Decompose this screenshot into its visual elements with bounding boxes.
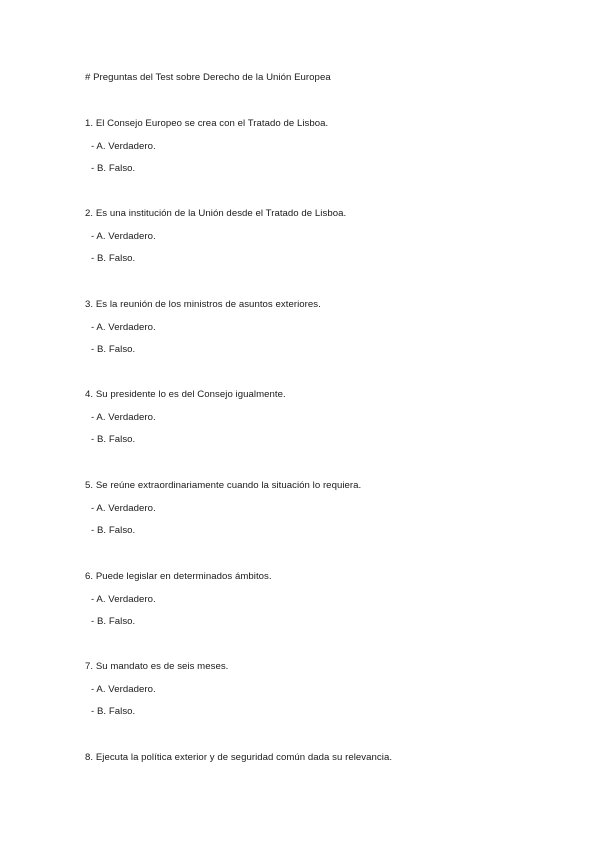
option-b: - B. Falso. (91, 525, 136, 536)
option-b: - B. Falso. (91, 706, 136, 717)
option-a: - A. Verdadero. (91, 140, 156, 152)
document-heading: # Preguntas del Test sobre Derecho de la Unión Europea (85, 72, 331, 83)
question-text: 1. El Consejo Europeo se crea con el Tratado de Lisboa. (85, 118, 329, 129)
question-4 (85, 388, 565, 447)
option-a: - A. Verdadero. (91, 411, 156, 423)
question-5 (85, 479, 565, 538)
question-text: 8. Ejecuta la política exterior y de seguridad común dada su relevancia. (85, 752, 393, 763)
option-b: - B. Falso. (91, 616, 136, 627)
question-2 (85, 207, 565, 266)
option-b: - B. Falso. (91, 344, 136, 355)
question-text: 3. Es la reunión de los ministros de asuntos exteriores. (85, 299, 321, 310)
question-text: 4. Su presidente lo es del Consejo igualmente. (85, 389, 286, 400)
question-8 (85, 751, 565, 765)
option-b: - B. Falso. (91, 163, 136, 174)
option-b: - B. Falso. (91, 434, 136, 445)
question-text: 2. Es una institución de la Unión desde el Tratado de Lisboa. (85, 208, 347, 219)
option-a: - A. Verdadero. (91, 230, 156, 242)
question-1 (85, 117, 565, 176)
option-b: - B. Falso. (91, 253, 136, 264)
question-text: 6. Puede legislar en determinados ámbitos. (85, 571, 272, 582)
option-a: - A. Verdadero. (91, 593, 156, 605)
question-3 (85, 298, 565, 357)
option-a: - A. Verdadero. (91, 502, 156, 514)
option-a: - A. Verdadero. (91, 683, 156, 695)
option-a: - A. Verdadero. (91, 321, 156, 333)
question-text: 7. Su mandato es de seis meses. (85, 661, 229, 672)
question-text: 5. Se reúne extraordinariamente cuando la situación lo requiera. (85, 480, 362, 491)
question-6 (85, 570, 565, 629)
question-7 (85, 660, 565, 719)
